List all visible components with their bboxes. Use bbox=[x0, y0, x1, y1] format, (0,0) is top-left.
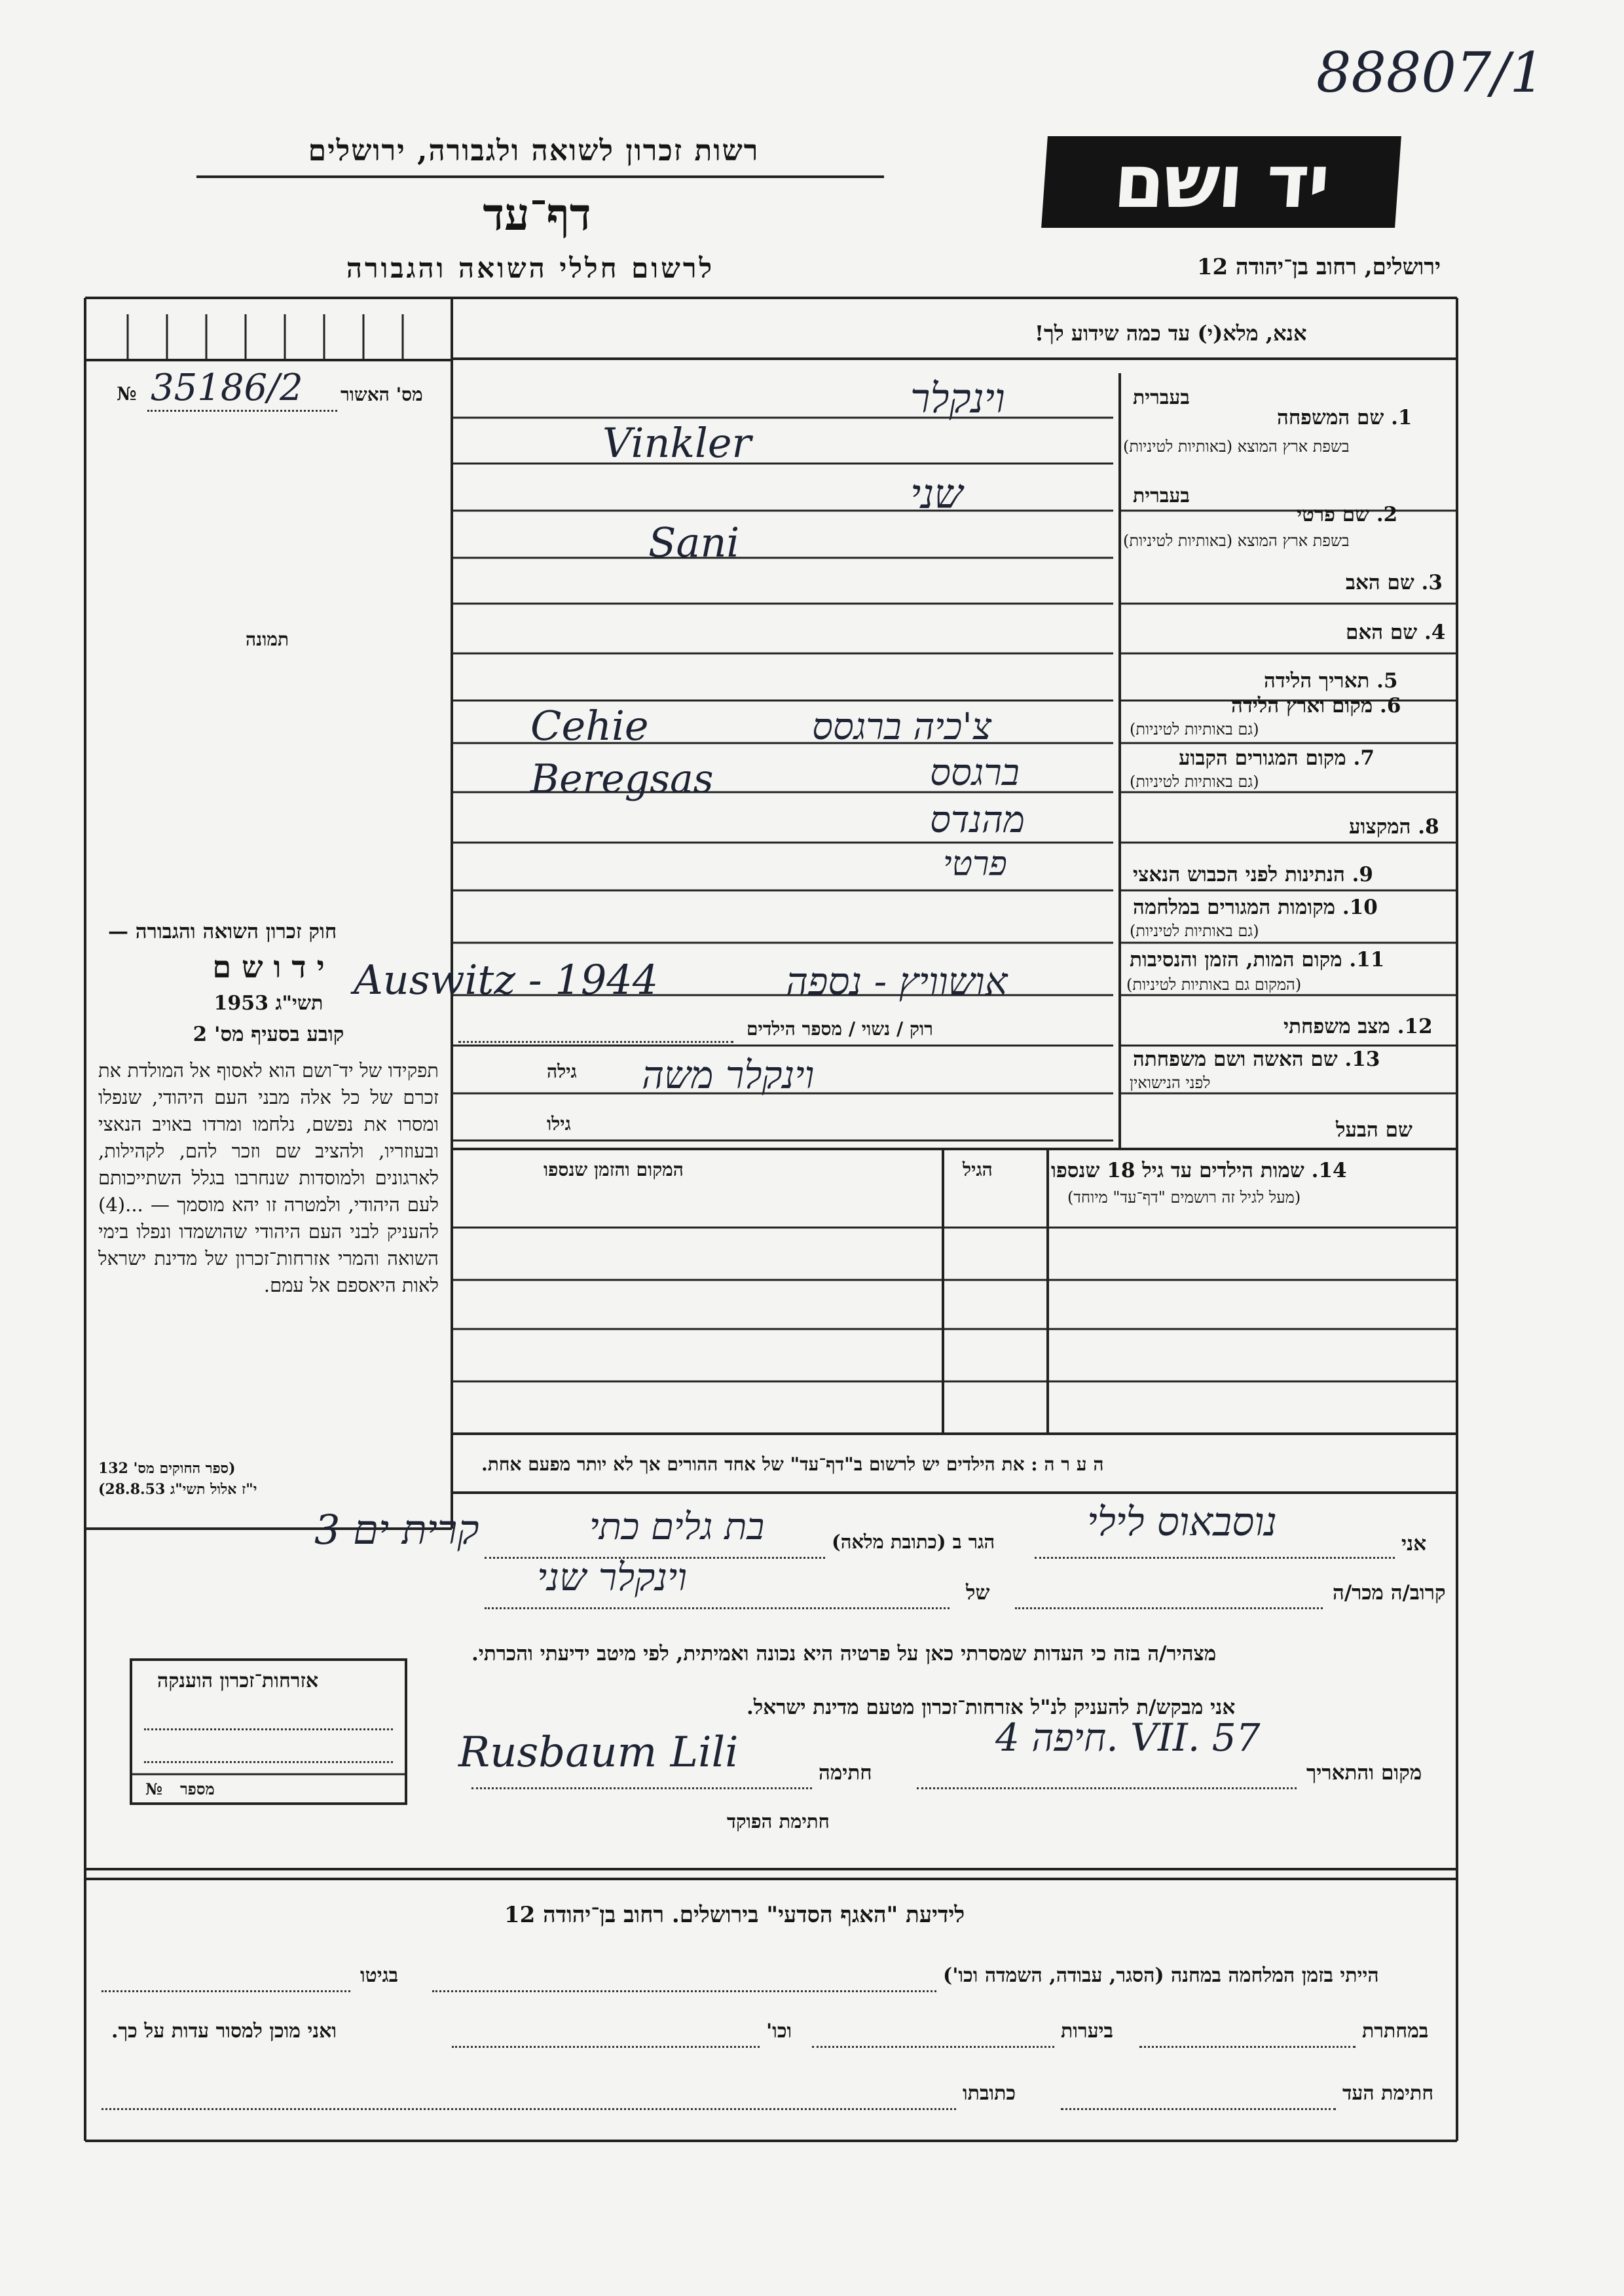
registration-number: 35186/2 bbox=[151, 367, 303, 409]
field-11-value-latin: Auswitz - 1944 bbox=[354, 956, 659, 1004]
info-line2-dots-a bbox=[1139, 2046, 1356, 2048]
of-label: של bbox=[966, 1581, 990, 1605]
authority-title: רשות זכרון לשואה ולגבורה, ירושלים bbox=[308, 134, 760, 168]
info-line3-address: כתובתו bbox=[963, 2082, 1016, 2105]
col-age: הגיל bbox=[963, 1159, 993, 1180]
field-13-sub: לפני הנישואין bbox=[1130, 1074, 1211, 1092]
law-title: חוק זכרון השואה והגבורה — bbox=[108, 920, 337, 943]
officer-label: חתימת הפוקד bbox=[727, 1810, 830, 1832]
law-section: קובע בסעיף מס' 2 bbox=[193, 1023, 344, 1046]
hebrew-tag-2: בעברית bbox=[1133, 484, 1190, 507]
field-2-value-latin: Sani bbox=[648, 519, 740, 566]
photo-label: תמונה bbox=[246, 629, 289, 650]
citizenship-line-1 bbox=[144, 1728, 393, 1730]
declaration-statement: מצהיר/ה בזה כי העדות שמסרתי כאן על פרטיה היא נכונה ואמיתית, לפי מיטב ידיעתי והכרתי. bbox=[471, 1642, 1217, 1666]
address-margin-note: 3 קרית ים bbox=[314, 1506, 479, 1554]
place-date-label: מקום והתאריך bbox=[1306, 1761, 1422, 1785]
relation-value: וינקלר שני bbox=[537, 1555, 688, 1599]
field-10-sub: (גם באותיות לטיניות) bbox=[1130, 922, 1259, 940]
citizenship-title: אזרחות־זכרון הוענקה bbox=[157, 1669, 319, 1692]
hebrew-tag-1: בעברית bbox=[1133, 386, 1190, 409]
law-ref-1: (ספר החוקים מס' 132 bbox=[98, 1460, 236, 1477]
info-line2-forests: ביערות bbox=[1061, 2020, 1114, 2043]
form-subtitle: לרשום חללי השואה והגבורה bbox=[346, 252, 715, 284]
field-7-value-hebrew: ברגסס bbox=[930, 752, 1020, 794]
info-line1-camp: הייתי בזמן המלחמה במחנה (הסגר, עבודה, השמדה וכו') bbox=[943, 1964, 1379, 1987]
field-13-label: 13. שם האשה ושם משפחתה bbox=[1133, 1048, 1380, 1071]
info-line1-dots-b bbox=[101, 1990, 350, 1992]
field-6-value-hebrew: צ'כיה ברגסס bbox=[812, 706, 992, 748]
declarant-name-line bbox=[1035, 1557, 1395, 1559]
registration-underline bbox=[147, 410, 337, 412]
signature-label: חתימה bbox=[819, 1761, 872, 1785]
form-title: דף־עד bbox=[483, 189, 591, 241]
declarant-i-label: אני bbox=[1401, 1532, 1427, 1556]
law-body: תפקידו של יד־ושם הוא לאסוף אל המולדת את זכרם של כל אלה מבני העם היהודי, שנפלו ומסרו את נפשם, נלחמו ומרדו באויב הנאצי ובעוזריו, ולהציב שם וזכר להם, לקהילות, לארגונים ולמוסדות שנחרבו בגלל השתייכותם לעם היהודי, ולמטרה זו יהא מוסמך — ...(4) להעניק לבני העם היהודי שהושמדו ונפלו בימי השואה והמרי אזרחות־זכרון של מדינת ישראל לאות היאספם אל עמם. bbox=[98, 1059, 439, 1296]
info-line2-underground: במחתרת bbox=[1362, 2020, 1429, 2043]
field-1-value-hebrew: וינקלר bbox=[910, 374, 1005, 422]
husband-label: שם הבעל bbox=[1336, 1118, 1412, 1142]
field-8-value: מהנדס bbox=[930, 799, 1025, 841]
field-9-label: 9. הנתינות לפני הכבוש הנאצי bbox=[1133, 863, 1373, 886]
law-ref-2: י"ז אלול תשי"ג 28.8.53) bbox=[98, 1481, 257, 1498]
address-value: בת גלים כתי bbox=[589, 1506, 765, 1548]
field-6-value-latin: Cehie bbox=[530, 702, 649, 750]
info-line2-testimony: ואני מוכן למסור עדות על כך. bbox=[111, 2020, 337, 2043]
place-date-line bbox=[917, 1787, 1297, 1789]
field-1-label: 1. שם המשפחה bbox=[1277, 406, 1412, 429]
relative-label: קרוב/ה מכר/ה bbox=[1333, 1581, 1446, 1605]
resident-label: הגר ב (כתובת מלאה) bbox=[832, 1531, 995, 1553]
citizenship-line-2 bbox=[144, 1761, 393, 1763]
declarant-name: נוסבאוס לילי bbox=[1087, 1499, 1278, 1545]
info-line3-witness-sig: חתימת העד bbox=[1342, 2082, 1434, 2105]
field-7-sub: (גם באותיות לטיניות) bbox=[1130, 773, 1259, 791]
field-7-label: 7. מקום המגורים הקבוע bbox=[1179, 746, 1375, 770]
law-year: תשי"ג 1953 bbox=[213, 992, 323, 1015]
address: ירושלים, רחוב בן־יהודה 12 bbox=[1196, 254, 1441, 280]
field-1-sub: בשפת ארץ המוצא (באותיות לטיניות) bbox=[1123, 437, 1350, 456]
citizenship-no-symbol: № bbox=[145, 1779, 163, 1798]
relation-line bbox=[485, 1607, 950, 1609]
signature-value: Rusbaum Lili bbox=[458, 1728, 739, 1777]
declaration-request: אני מבקש/ת להעניק לנ"ל אזרחות־זכרון מטעם מדינת ישראל. bbox=[747, 1696, 1236, 1719]
field-7-value-latin: Beregsas bbox=[530, 756, 714, 802]
info-line3-dots-b bbox=[101, 2108, 956, 2110]
registration-no-symbol: № bbox=[117, 383, 137, 405]
note-children: ה ע ר ה : את הילדים יש לרשום ב"דף־עד" של אחד ההורים אך לא יותר מפעם אחת. bbox=[481, 1453, 1104, 1475]
archive-number: 88807/1 bbox=[1316, 41, 1545, 105]
citizenship-number-label: מספר bbox=[180, 1779, 215, 1798]
registration-label: מס' האשור bbox=[341, 384, 423, 405]
field-11-label: 11. מקום המות, הזמן והנסיבות bbox=[1130, 948, 1385, 972]
field-14-label: 14. שמות הילדים עד גיל 18 שנספו bbox=[1051, 1159, 1347, 1182]
col-place: המקום והזמן שנספו bbox=[544, 1159, 684, 1180]
info-line1-ghetto: בגיטו bbox=[360, 1964, 399, 1987]
field-3-label: 3. שם האב bbox=[1346, 571, 1443, 594]
logo-text: יד ושם bbox=[1111, 139, 1332, 225]
field-9-value: פרטי bbox=[943, 845, 1007, 884]
field-2-sub: בשפת ארץ המוצא (באותיות לטיניות) bbox=[1123, 532, 1350, 550]
law-name: י ד ו ש ם bbox=[212, 949, 325, 985]
field-6-label: 6. מקום וארץ הלידה bbox=[1231, 694, 1401, 718]
info-line2-etc: וכו' bbox=[766, 2020, 792, 2043]
field-11-value-hebrew: אושוויץ - נספה bbox=[786, 959, 1008, 1004]
info-line3-dots-a bbox=[1061, 2108, 1336, 2110]
info-line2-dots-c bbox=[452, 2046, 760, 2048]
field-2-label: 2. שם פרטי bbox=[1297, 503, 1398, 526]
field-8-label: 8. המקצוע bbox=[1349, 815, 1439, 839]
instruction-text: אנא, מלא(י) עד כמה שידוע לך! bbox=[1035, 321, 1307, 346]
field-5-label: 5. תאריך הלידה bbox=[1264, 669, 1398, 693]
field-12-label: 12. מצב משפחתי bbox=[1283, 1015, 1433, 1038]
info-heading: לידיעת "האגף הסדעי" בירושלים. רחוב בן־יהודה 12 bbox=[504, 1902, 965, 1928]
field-4-label: 4. שם האם bbox=[1346, 621, 1446, 644]
husband-age-label: גילו bbox=[547, 1113, 571, 1135]
place-date-value: חיפה 4. VII. 57 bbox=[995, 1715, 1261, 1760]
info-line2-dots-b bbox=[812, 2046, 1054, 2048]
field-11-sub: (המקום גם באותיות לטיניות) bbox=[1126, 975, 1302, 994]
signature-line bbox=[471, 1787, 812, 1789]
field-10-label: 10. מקומות המגורים במלחמה bbox=[1133, 896, 1378, 919]
field-14-sub: (מעל לגיל זה רושמים "דף־עד" מיוחד) bbox=[1067, 1188, 1301, 1207]
field-13-value: וינקלר משה bbox=[642, 1053, 815, 1097]
field-6-sub: (גם באותיות לטיניות) bbox=[1130, 720, 1259, 738]
field-12-dots bbox=[458, 1041, 733, 1043]
relative-line bbox=[1015, 1607, 1323, 1609]
field-12-options: רוק / נשוי / מספר הילדים bbox=[747, 1018, 933, 1040]
field-2-value-hebrew: שני bbox=[910, 470, 963, 518]
info-line1-dots-a bbox=[432, 1990, 936, 1992]
field-1-value-latin: Vinkler bbox=[602, 419, 752, 467]
field-13-age-label: גילה bbox=[547, 1061, 577, 1082]
